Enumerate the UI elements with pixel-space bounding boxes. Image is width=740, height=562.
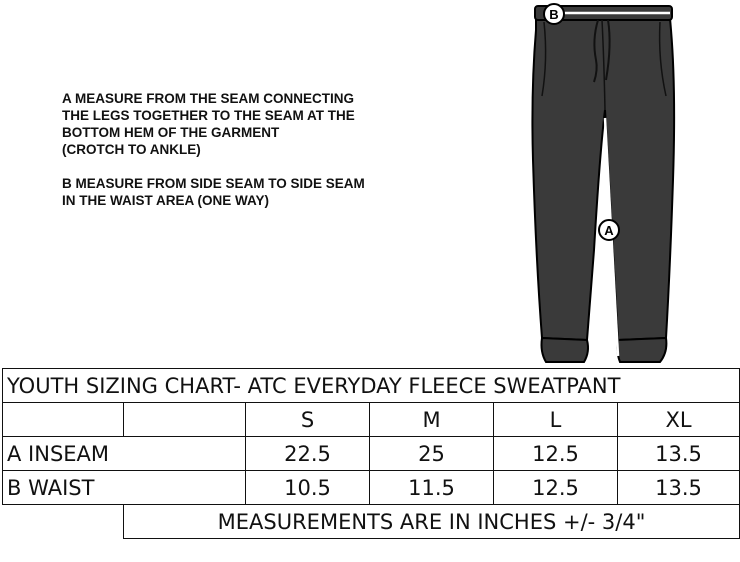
row-label: A INSEAM xyxy=(3,437,246,471)
title-row xyxy=(3,369,740,403)
table-cell: 10.5 xyxy=(246,471,370,505)
table-cell: 13.5 xyxy=(618,437,740,471)
instruction-a-line: (CROTCH TO ANKLE) xyxy=(62,142,201,157)
table-cell: 12.5 xyxy=(494,471,618,505)
table-cell: 12.5 xyxy=(494,437,618,471)
size-header: M xyxy=(370,403,494,437)
table-row xyxy=(3,471,740,505)
table-cell: 25 xyxy=(370,437,494,471)
row-label: B WAIST xyxy=(3,471,246,505)
marker-b xyxy=(544,4,564,24)
instruction-a-line: THE LEGS TOGETHER TO THE SEAM AT THE xyxy=(62,108,355,123)
sweatpant-diagram xyxy=(520,0,700,368)
measurement-footnote: MEASUREMENTS ARE IN INCHES +/- 3/4" xyxy=(124,505,740,539)
instruction-a-line: A MEASURE FROM THE SEAM CONNECTING xyxy=(62,91,355,106)
instruction-b-line: B MEASURE FROM SIDE SEAM TO SIDE SEAM xyxy=(62,176,365,191)
instruction-a xyxy=(62,90,442,158)
left-cuff xyxy=(542,338,589,362)
footnote-row xyxy=(3,505,740,539)
footnote-empty-cell xyxy=(3,505,124,539)
marker-a xyxy=(599,220,619,240)
instruction-b-line: IN THE WAIST AREA (ONE WAY) xyxy=(62,193,270,208)
marker-b-label: B xyxy=(549,7,559,22)
measurement-instructions xyxy=(62,90,442,209)
right-cuff xyxy=(617,338,666,362)
instruction-a-line: BOTTOM HEM OF THE GARMENT xyxy=(62,125,280,140)
header-empty-cell xyxy=(3,403,124,437)
size-header: XL xyxy=(618,403,740,437)
table-cell: 22.5 xyxy=(246,437,370,471)
header-empty-cell xyxy=(124,403,246,437)
chart-title: YOUTH SIZING CHART- ATC EVERYDAY FLEECE SWEATPANT xyxy=(3,369,740,403)
table-cell: 11.5 xyxy=(370,471,494,505)
sizing-chart-table xyxy=(2,368,740,539)
size-header: S xyxy=(246,403,370,437)
marker-a-label: A xyxy=(604,223,614,238)
table-cell: 13.5 xyxy=(618,471,740,505)
size-header: L xyxy=(494,403,618,437)
instruction-b xyxy=(62,175,442,209)
size-header-row xyxy=(3,403,740,437)
table-row xyxy=(3,437,740,471)
